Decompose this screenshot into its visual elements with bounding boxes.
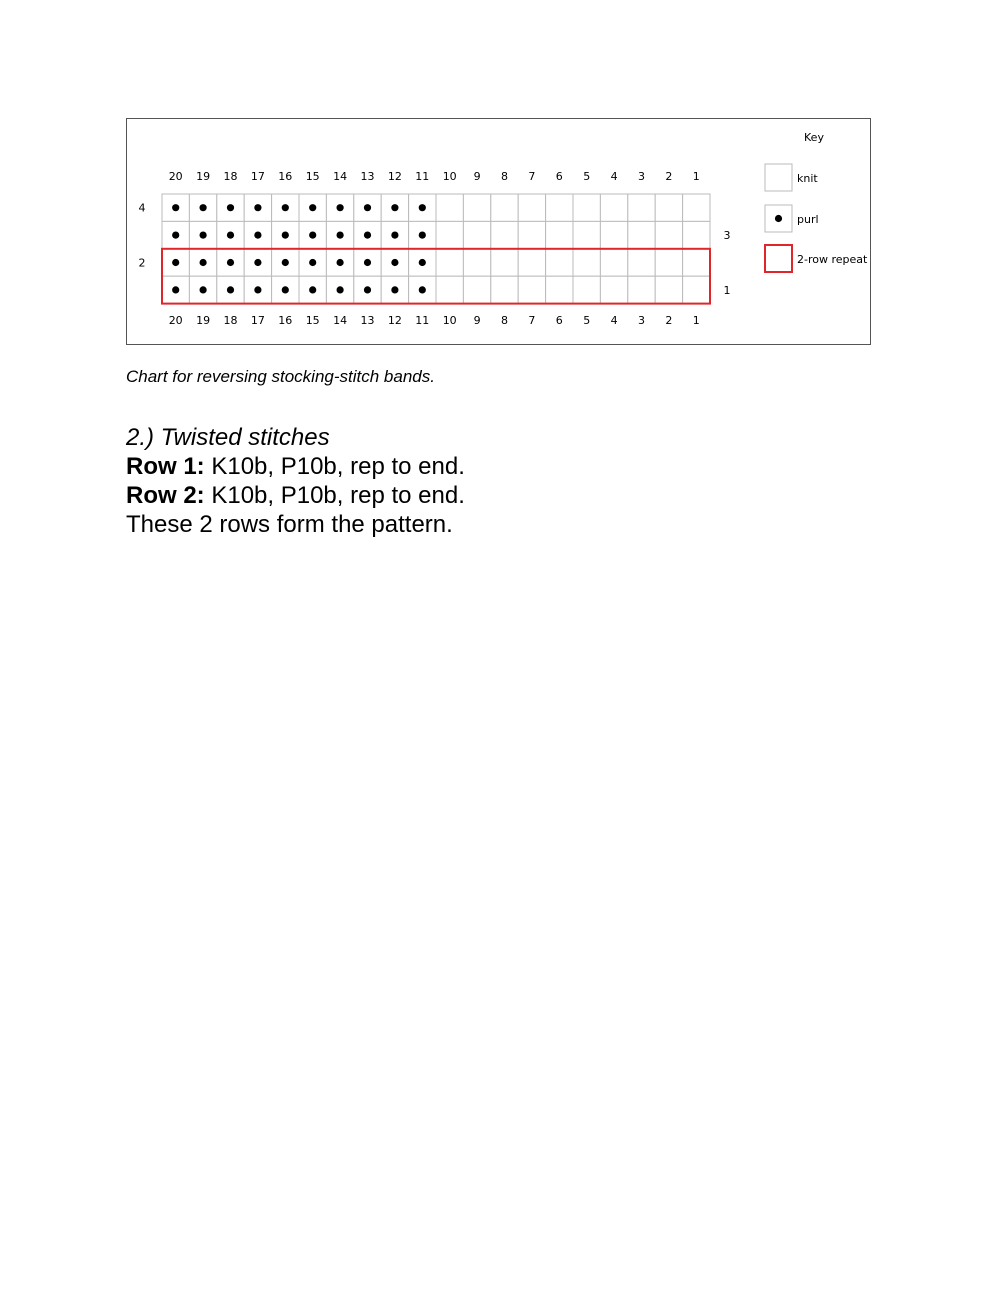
column-label-bottom: 20 bbox=[168, 314, 183, 327]
purl-dot bbox=[309, 286, 316, 293]
chart-cell bbox=[436, 221, 463, 248]
purl-dot bbox=[172, 286, 179, 293]
purl-dot bbox=[419, 204, 426, 211]
purl-dot bbox=[364, 286, 371, 293]
chart-cell bbox=[491, 194, 518, 221]
column-label-bottom: 1 bbox=[692, 314, 700, 327]
column-label-bottom: 15 bbox=[305, 314, 320, 327]
column-label-top: 18 bbox=[223, 170, 238, 183]
purl-dot bbox=[391, 232, 398, 239]
purl-dot bbox=[200, 259, 207, 266]
column-label-top: 19 bbox=[196, 170, 211, 183]
chart-cell bbox=[546, 249, 573, 276]
column-label-top: 16 bbox=[278, 170, 293, 183]
chart-cell bbox=[683, 194, 710, 221]
key-purl-dot bbox=[775, 215, 782, 222]
chart-cell bbox=[491, 249, 518, 276]
column-label-top: 2 bbox=[665, 170, 673, 183]
purl-dot bbox=[391, 204, 398, 211]
column-label-bottom: 19 bbox=[196, 314, 211, 327]
chart-cell bbox=[683, 221, 710, 248]
purl-dot bbox=[254, 286, 261, 293]
chart-cell bbox=[463, 276, 490, 303]
column-label-bottom: 6 bbox=[555, 314, 563, 327]
column-label-top: 5 bbox=[583, 170, 591, 183]
column-label-top: 11 bbox=[415, 170, 430, 183]
chart-cell bbox=[463, 221, 490, 248]
purl-dot bbox=[282, 286, 289, 293]
column-label-bottom: 10 bbox=[442, 314, 457, 327]
chart-cell bbox=[463, 194, 490, 221]
chart-cell bbox=[546, 194, 573, 221]
purl-dot bbox=[200, 232, 207, 239]
column-label-bottom: 4 bbox=[610, 314, 618, 327]
row-label-right: 3 bbox=[723, 229, 731, 243]
purl-dot bbox=[309, 204, 316, 211]
purl-dot bbox=[172, 204, 179, 211]
chart-svg bbox=[127, 119, 872, 346]
chart-cell bbox=[655, 276, 682, 303]
chart-cell bbox=[628, 276, 655, 303]
key-knit-swatch bbox=[765, 164, 792, 191]
chart-cell bbox=[546, 221, 573, 248]
purl-dot bbox=[227, 204, 234, 211]
column-label-top: 8 bbox=[501, 170, 508, 183]
chart-cell bbox=[655, 221, 682, 248]
column-label-bottom: 11 bbox=[415, 314, 430, 327]
purl-dot bbox=[282, 259, 289, 266]
chart-cell bbox=[600, 221, 627, 248]
chart-cell bbox=[436, 249, 463, 276]
chart-cell bbox=[628, 249, 655, 276]
chart-cell bbox=[546, 276, 573, 303]
purl-dot bbox=[254, 232, 261, 239]
column-label-bottom: 8 bbox=[501, 314, 508, 327]
column-label-top: 14 bbox=[333, 170, 348, 183]
column-label-bottom: 13 bbox=[360, 314, 375, 327]
chart-cell bbox=[518, 276, 545, 303]
column-label-top: 13 bbox=[360, 170, 375, 183]
purl-dot bbox=[309, 259, 316, 266]
purl-dot bbox=[364, 259, 371, 266]
column-label-top: 3 bbox=[638, 170, 645, 183]
purl-dot bbox=[337, 232, 344, 239]
chart-cell bbox=[600, 194, 627, 221]
purl-dot bbox=[337, 286, 344, 293]
row-label-left: 4 bbox=[138, 201, 146, 215]
column-label-bottom: 17 bbox=[250, 314, 265, 327]
purl-dot bbox=[200, 286, 207, 293]
purl-dot bbox=[172, 259, 179, 266]
column-label-top: 4 bbox=[610, 170, 618, 183]
chart-cell bbox=[655, 249, 682, 276]
column-label-top: 1 bbox=[692, 170, 700, 183]
purl-dot bbox=[364, 232, 371, 239]
purl-dot bbox=[227, 232, 234, 239]
row-1-text: K10b, P10b, rep to end. bbox=[204, 453, 465, 480]
purl-dot bbox=[337, 259, 344, 266]
column-label-bottom: 3 bbox=[638, 314, 645, 327]
chart-cell bbox=[600, 276, 627, 303]
column-label-top: 7 bbox=[528, 170, 536, 183]
chart-cell bbox=[573, 276, 600, 303]
purl-dot bbox=[227, 286, 234, 293]
column-label-bottom: 9 bbox=[473, 314, 481, 327]
column-label-bottom: 16 bbox=[278, 314, 293, 327]
column-label-bottom: 12 bbox=[387, 314, 402, 327]
key-title: Key bbox=[804, 131, 824, 144]
column-label-bottom: 2 bbox=[665, 314, 673, 327]
chart-cell bbox=[573, 194, 600, 221]
knitting-chart bbox=[126, 118, 871, 345]
chart-cell bbox=[518, 249, 545, 276]
purl-dot bbox=[282, 204, 289, 211]
column-label-top: 12 bbox=[387, 170, 402, 183]
purl-dot bbox=[200, 204, 207, 211]
chart-cell bbox=[573, 221, 600, 248]
column-label-top: 20 bbox=[168, 170, 183, 183]
row-1-label: Row 1: bbox=[126, 453, 205, 480]
chart-cell bbox=[518, 194, 545, 221]
row-2-label: Row 2: bbox=[126, 482, 205, 509]
section-title: 2.) Twisted stitches bbox=[126, 424, 330, 451]
column-label-top: 17 bbox=[250, 170, 265, 183]
pattern-note: These 2 rows form the pattern. bbox=[126, 511, 453, 538]
chart-cell bbox=[573, 249, 600, 276]
chart-caption: Chart for reversing stocking-stitch bands. bbox=[126, 367, 435, 386]
column-label-top: 15 bbox=[305, 170, 320, 183]
chart-cell bbox=[491, 221, 518, 248]
purl-dot bbox=[391, 259, 398, 266]
row-1-instruction bbox=[126, 453, 465, 481]
purl-dot bbox=[419, 259, 426, 266]
column-label-top: 6 bbox=[555, 170, 563, 183]
chart-cell bbox=[436, 276, 463, 303]
key-knit-label: knit bbox=[797, 172, 818, 185]
row-label-right: 1 bbox=[723, 283, 731, 297]
column-label-bottom: 18 bbox=[223, 314, 238, 327]
row-label-left: 2 bbox=[138, 256, 146, 270]
key-repeat-label: 2-row repeat bbox=[797, 253, 868, 266]
row-2-text: K10b, P10b, rep to end. bbox=[204, 482, 465, 509]
chart-cell bbox=[436, 194, 463, 221]
chart-cell bbox=[683, 249, 710, 276]
column-label-top: 10 bbox=[442, 170, 457, 183]
chart-cell bbox=[463, 249, 490, 276]
chart-cell bbox=[683, 276, 710, 303]
column-label-bottom: 7 bbox=[528, 314, 536, 327]
purl-dot bbox=[282, 232, 289, 239]
chart-cell bbox=[518, 221, 545, 248]
purl-dot bbox=[419, 286, 426, 293]
chart-cell bbox=[628, 194, 655, 221]
key-repeat-swatch bbox=[765, 245, 792, 272]
purl-dot bbox=[309, 232, 316, 239]
purl-dot bbox=[227, 259, 234, 266]
purl-dot bbox=[254, 204, 261, 211]
row-2-instruction bbox=[126, 482, 465, 510]
column-label-bottom: 14 bbox=[333, 314, 348, 327]
chart-cell bbox=[491, 276, 518, 303]
chart-cell bbox=[655, 194, 682, 221]
purl-dot bbox=[254, 259, 261, 266]
purl-dot bbox=[419, 232, 426, 239]
column-label-top: 9 bbox=[473, 170, 481, 183]
purl-dot bbox=[172, 232, 179, 239]
key-purl-label: purl bbox=[797, 213, 819, 226]
purl-dot bbox=[391, 286, 398, 293]
chart-cell bbox=[628, 221, 655, 248]
purl-dot bbox=[337, 204, 344, 211]
chart-cell bbox=[600, 249, 627, 276]
column-label-bottom: 5 bbox=[583, 314, 591, 327]
purl-dot bbox=[364, 204, 371, 211]
